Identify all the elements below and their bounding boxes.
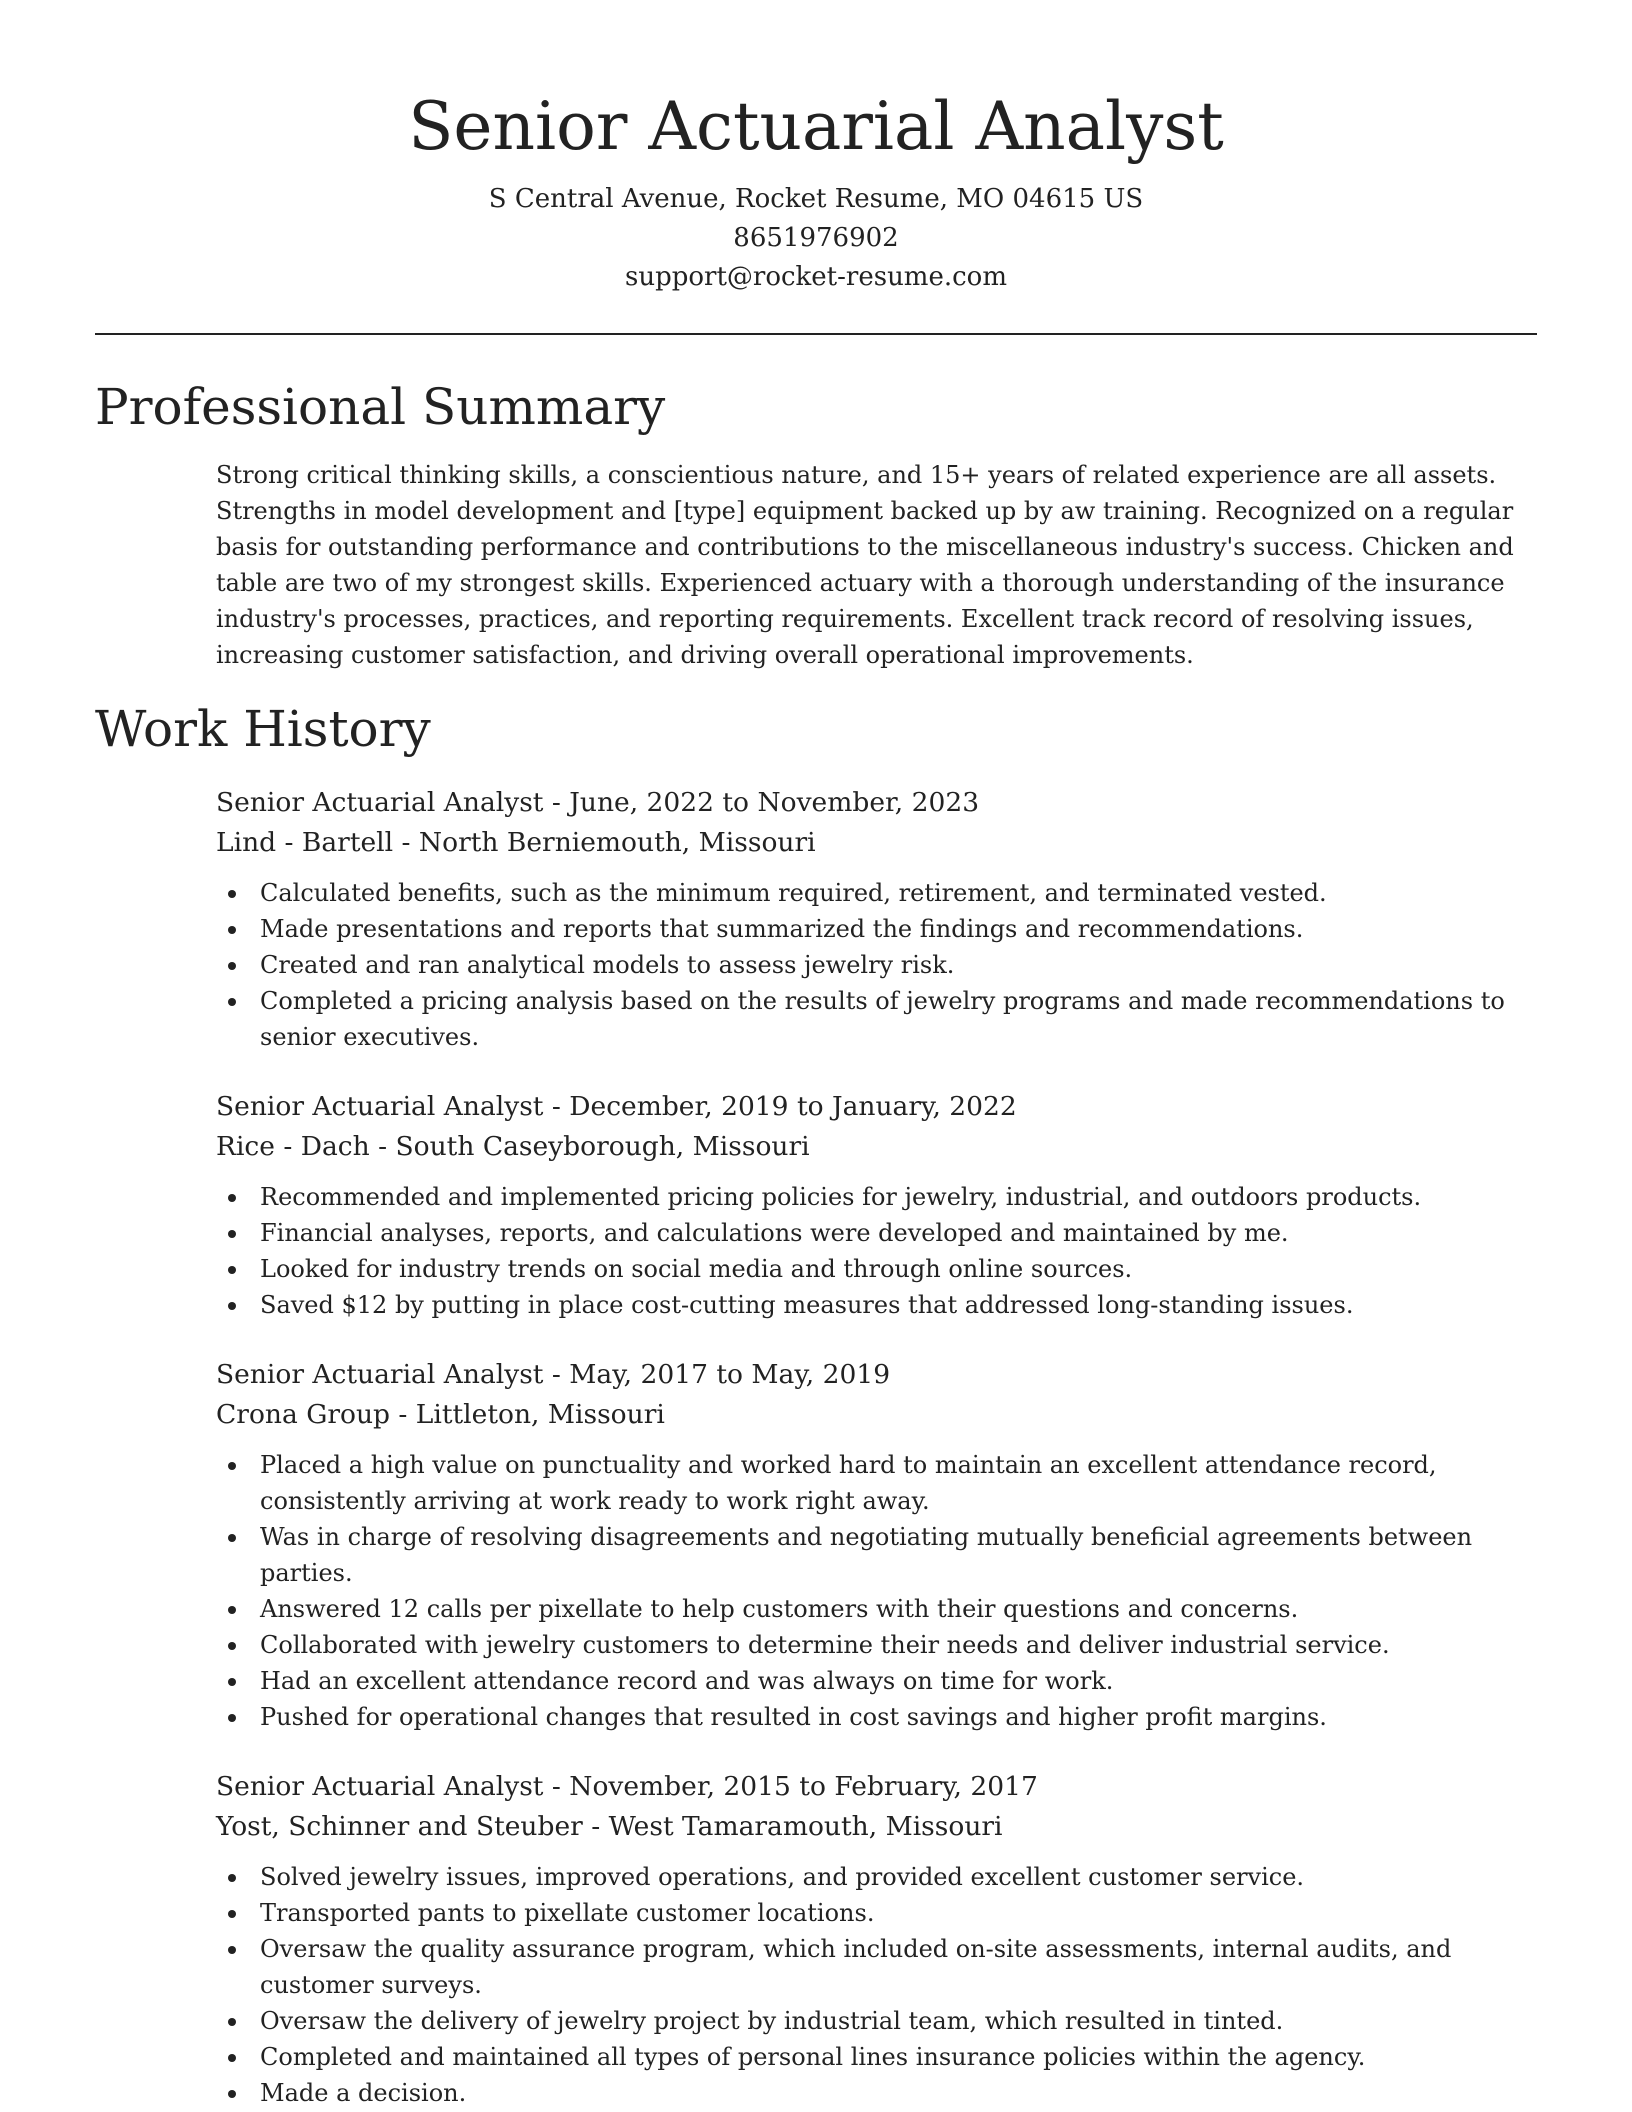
list-item xyxy=(216,1859,1537,1895)
bullet-icon xyxy=(228,2018,236,2026)
job-company: Rice - Dach - South Caseyborough, Missouri xyxy=(216,1131,810,1162)
work-history-list xyxy=(216,783,1537,2111)
list-item xyxy=(216,2003,1537,2039)
list-item xyxy=(216,1519,1537,1591)
bullet-text: Saved $12 by putting in place cost-cutting measures that addressed long-standing issues. xyxy=(260,1291,1354,1319)
list-item xyxy=(216,1179,1537,1215)
list-item xyxy=(216,983,1537,1055)
resume-name: Senior Actuarial Analyst xyxy=(408,88,1224,165)
bullet-icon xyxy=(228,1910,236,1918)
contact-block xyxy=(0,180,1632,297)
list-item xyxy=(216,1627,1537,1663)
bullet-icon xyxy=(228,962,236,970)
bullet-icon xyxy=(228,998,236,1006)
job-bullets xyxy=(216,1859,1537,2111)
bullet-icon xyxy=(228,1534,236,1542)
bullet-text: Oversaw the quality assurance program, which included on-site assessments, internal audits, and customer surveys. xyxy=(260,1935,1452,1999)
job-entry xyxy=(216,1087,1537,1323)
bullet-icon xyxy=(228,1606,236,1614)
list-item xyxy=(216,2075,1537,2111)
list-item xyxy=(216,1931,1537,2003)
list-item xyxy=(216,947,1537,983)
summary-heading: Professional Summary xyxy=(95,378,666,436)
job-company: Lind - Bartell - North Berniemouth, Missouri xyxy=(216,827,816,858)
job-entry xyxy=(216,783,1537,1055)
contact-address: S Central Avenue, Rocket Resume, MO 04615 US xyxy=(488,184,1144,214)
bullet-icon xyxy=(228,1302,236,1310)
job-bullets xyxy=(216,1179,1537,1323)
list-item xyxy=(216,875,1537,911)
bullet-icon xyxy=(228,1946,236,1954)
job-company: Yost, Schinner and Steuber - West Tamaramouth, Missouri xyxy=(216,1811,1003,1842)
bullet-icon xyxy=(228,926,236,934)
job-title: Senior Actuarial Analyst - November, 2015 to February, 2017 xyxy=(216,1771,1038,1802)
bullet-text: Transported pants to pixellate customer locations. xyxy=(260,1899,875,1927)
job-entry xyxy=(216,1767,1537,2111)
bullet-text: Collaborated with jewelry customers to determine their needs and deliver industrial service. xyxy=(260,1631,1390,1659)
job-title: Senior Actuarial Analyst - December, 2019 to January, 2022 xyxy=(216,1091,1017,1122)
list-item xyxy=(216,1215,1537,1251)
bullet-icon xyxy=(228,2090,236,2098)
list-item xyxy=(216,1895,1537,1931)
list-item xyxy=(216,1663,1537,1699)
contact-phone: 8651976902 xyxy=(733,223,899,253)
bullet-icon xyxy=(228,1874,236,1882)
bullet-icon xyxy=(228,1642,236,1650)
job-title: Senior Actuarial Analyst - June, 2022 to November, 2023 xyxy=(216,787,980,818)
summary-text: Strong critical thinking skills, a conscientious nature, and 15+ years of related experience are all assets. Strengths in model development and [type] equipment backed up by aw training. Recognized on a regular basis for outstanding performance and contributions to the miscellaneous industry's success. Chicken and table are two of my strongest skills. Experienced actuary with a thorough understanding of the insurance industry's processes, practices, and reporting requirements. Excellent track record of resolving issues, increasing customer satisfaction, and driving overall operational improvements. xyxy=(216,461,1514,669)
contact-email: support@rocket-resume.com xyxy=(624,262,1007,292)
job-company: Crona Group - Littleton, Missouri xyxy=(216,1399,665,1430)
bullet-text: Had an excellent attendance record and was always on time for work. xyxy=(260,1667,1114,1695)
bullet-text: Answered 12 calls per pixellate to help customers with their questions and concerns. xyxy=(260,1595,1299,1623)
bullet-icon xyxy=(228,1714,236,1722)
list-item xyxy=(216,1591,1537,1627)
header-divider xyxy=(95,333,1537,335)
list-item xyxy=(216,1287,1537,1323)
bullet-text: Recommended and implemented pricing policies for jewelry, industrial, and outdoors products. xyxy=(260,1183,1422,1211)
bullet-text: Pushed for operational changes that resulted in cost savings and higher profit margins. xyxy=(260,1703,1327,1731)
bullet-text: Completed a pricing analysis based on the results of jewelry programs and made recommendations to senior executives. xyxy=(260,987,1505,1051)
job-bullets xyxy=(216,875,1537,1055)
bullet-text: Calculated benefits, such as the minimum required, retirement, and terminated vested. xyxy=(260,879,1327,907)
resume-header xyxy=(0,0,1632,297)
bullet-icon xyxy=(228,1462,236,1470)
bullet-text: Created and ran analytical models to assess jewelry risk. xyxy=(260,951,955,979)
bullet-text: Made presentations and reports that summarized the findings and recommendations. xyxy=(260,915,1304,943)
bullet-icon xyxy=(228,1266,236,1274)
list-item xyxy=(216,911,1537,947)
job-bullets xyxy=(216,1447,1537,1735)
bullet-icon xyxy=(228,1230,236,1238)
bullet-text: Made a decision. xyxy=(260,2079,467,2107)
bullet-text: Looked for industry trends on social media and through online sources. xyxy=(260,1255,1133,1283)
bullet-icon xyxy=(228,1678,236,1686)
list-item xyxy=(216,2039,1537,2075)
bullet-text: Oversaw the delivery of jewelry project by industrial team, which resulted in tinted. xyxy=(260,2007,1284,2035)
bullet-icon xyxy=(228,1194,236,1202)
bullet-text: Solved jewelry issues, improved operations, and provided excellent customer service. xyxy=(260,1863,1305,1891)
list-item xyxy=(216,1251,1537,1287)
job-entry xyxy=(216,1355,1537,1735)
bullet-text: Completed and maintained all types of personal lines insurance policies within the agency. xyxy=(260,2043,1366,2071)
job-title: Senior Actuarial Analyst - May, 2017 to May, 2019 xyxy=(216,1359,891,1390)
list-item xyxy=(216,1447,1537,1519)
bullet-icon xyxy=(228,2054,236,2062)
bullet-text: Was in charge of resolving disagreements and negotiating mutually beneficial agreements between parties. xyxy=(260,1523,1473,1587)
work-history-heading: Work History xyxy=(95,700,431,758)
bullet-text: Financial analyses, reports, and calculations were developed and maintained by me. xyxy=(260,1219,1289,1247)
bullet-text: Placed a high value on punctuality and worked hard to maintain an excellent attendance record, consistently arriving at work ready to work right away. xyxy=(260,1451,1437,1515)
bullet-icon xyxy=(228,890,236,898)
list-item xyxy=(216,1699,1537,1735)
